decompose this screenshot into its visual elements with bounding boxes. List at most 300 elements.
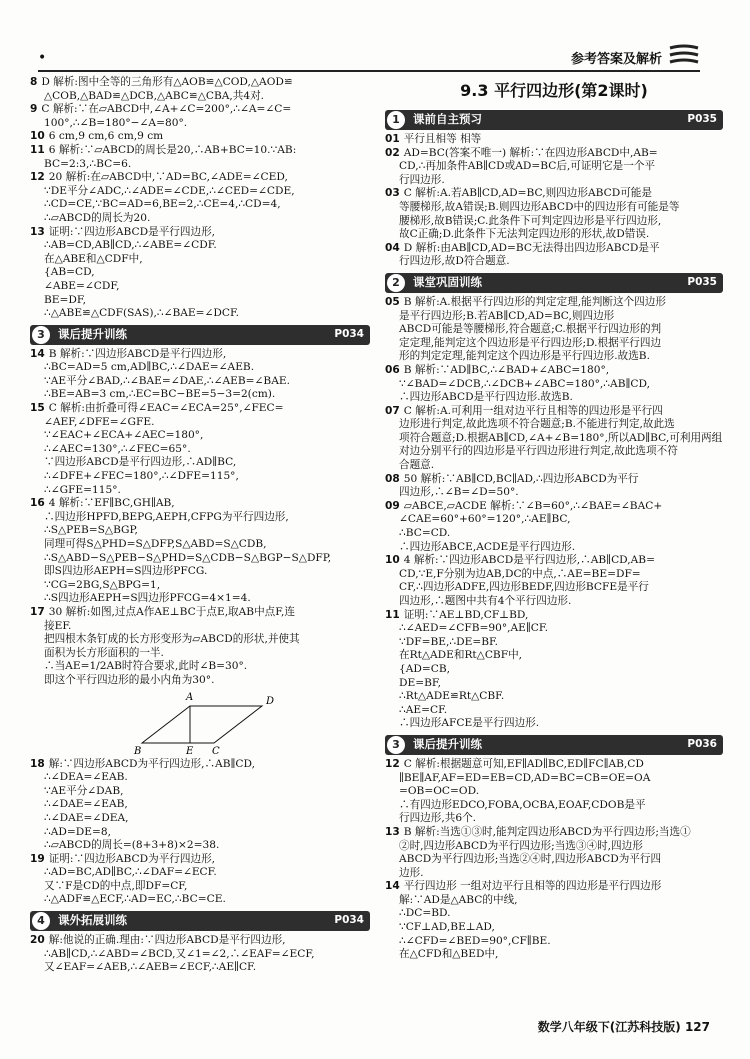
section-page-ref: P034 bbox=[334, 914, 364, 927]
answer-text: =OB=OC=OD. bbox=[399, 785, 480, 798]
answer-line bbox=[30, 443, 370, 457]
answer-line bbox=[30, 76, 370, 90]
answer-text: ∵DE平分∠ADC,∴∠ADE=∠CDE,∴∠CED=∠CDE, bbox=[44, 184, 295, 197]
answer-line bbox=[385, 337, 723, 351]
answer-text: 行四边形. bbox=[399, 173, 445, 186]
answer-line bbox=[30, 144, 370, 158]
answer-entry bbox=[30, 226, 370, 321]
answer-entry bbox=[30, 144, 370, 171]
answer-text: ∴∠CFD=∠BED=90°,CF∥BE. bbox=[399, 934, 551, 947]
parallelogram-diagram bbox=[30, 688, 370, 758]
answer-text: 平行四边形 一组对边平行且相等的四边形是平行四边形 bbox=[403, 880, 662, 893]
question-number: 12 bbox=[385, 757, 400, 770]
section-title: 课后提升训练 bbox=[413, 736, 482, 751]
answer-line bbox=[30, 826, 370, 840]
answer-line bbox=[385, 921, 723, 935]
section-banner bbox=[385, 735, 723, 755]
answer-text: ∴四边形AFCE是平行四边形. bbox=[399, 717, 540, 730]
answer-line bbox=[385, 609, 723, 623]
section-banner bbox=[30, 911, 370, 931]
answer-line bbox=[385, 296, 723, 310]
answer-line bbox=[30, 853, 370, 867]
answer-line bbox=[385, 636, 723, 650]
answer-text: 解:∵AD是△ABC的中线, bbox=[399, 893, 518, 906]
answer-line bbox=[30, 866, 370, 880]
chapter-title: 9.3 平行四边形(第2课时) bbox=[460, 81, 648, 100]
answer-line bbox=[30, 538, 370, 552]
answer-line bbox=[30, 660, 370, 674]
answer-line bbox=[385, 581, 723, 595]
answer-line bbox=[30, 785, 370, 799]
answer-text: C 解析:A.可利用一组对边平行且相等的四边形是平行四 bbox=[403, 404, 663, 417]
answer-line bbox=[30, 280, 370, 294]
question-number: 07 bbox=[385, 404, 400, 417]
question-number: 14 bbox=[30, 347, 45, 360]
right-column bbox=[385, 76, 723, 962]
answer-line bbox=[30, 497, 370, 511]
answer-text: ∵AE平分∠DAB, bbox=[44, 784, 124, 797]
question-number: 08 bbox=[385, 472, 400, 485]
question-number: 06 bbox=[385, 363, 400, 376]
answer-text: 在△CFD和△BED中, bbox=[399, 948, 499, 961]
answer-line bbox=[385, 622, 723, 636]
answer-line bbox=[30, 416, 370, 430]
answer-line bbox=[30, 524, 370, 538]
answer-line bbox=[385, 160, 723, 174]
answer-text: 4 解析:∵EF∥BC,GH∥AB, bbox=[48, 497, 175, 510]
answer-line bbox=[385, 432, 723, 446]
answer-text: ∵CG=2BG,S△BPG=1, bbox=[44, 578, 161, 591]
answer-line bbox=[385, 826, 723, 840]
answer-text: BE=DF, bbox=[44, 293, 86, 306]
answer-text: ∴AB=CD,AB∥CD,∴∠ABE=∠CDF. bbox=[44, 239, 217, 252]
section-title: 课堂巩固训练 bbox=[413, 274, 482, 289]
answer-line bbox=[385, 840, 723, 854]
answer-entry bbox=[30, 171, 370, 225]
vertex-label: C bbox=[212, 745, 220, 757]
answer-line bbox=[385, 513, 723, 527]
answer-entry bbox=[30, 497, 370, 606]
answer-line bbox=[385, 785, 723, 799]
answer-entry bbox=[385, 296, 723, 364]
answer-entry bbox=[30, 130, 370, 144]
answer-text: DE=BF, bbox=[399, 676, 441, 689]
left-column bbox=[30, 76, 370, 975]
answer-line bbox=[385, 350, 723, 364]
answer-line bbox=[385, 853, 723, 867]
answer-line bbox=[385, 554, 723, 568]
answer-text: 4 解析:∵四边形ABCD是平行四边形,∴AB∥CD,AB= bbox=[403, 554, 655, 567]
answer-text: D 解析:图中全等的三角形有△AOB≌△COD,△AOD≌ bbox=[41, 76, 293, 88]
answer-line bbox=[385, 541, 723, 555]
answer-text: C 解析:根据题意可知,EF∥AD∥BC,ED∥FC∥AB,CD bbox=[403, 757, 644, 770]
section-page-ref: P034 bbox=[334, 327, 364, 340]
answer-line bbox=[30, 606, 370, 620]
section-banner bbox=[30, 325, 370, 345]
answer-text: {AD=CB, bbox=[399, 662, 451, 675]
section-title: 课前自主预习 bbox=[413, 112, 482, 126]
answer-text: ∠AEF,∠DFE=∠GFE. bbox=[44, 415, 155, 428]
answer-text: ∵DF=BE,∴DE=BF. bbox=[399, 635, 499, 648]
answer-text: ∴CD=CE,∵BC=AD=6,BE=2,∴CE=4,∴CD=4, bbox=[44, 198, 281, 211]
answer-text: 把四根木条钉成的长方形变形为▱ABCD的形状,并使其 bbox=[44, 633, 300, 646]
answer-text: ∥BE∥AF,AF=ED=EB=CD,AD=BC=CB=OE=OA bbox=[399, 771, 651, 784]
answer-text: ∴▱ABCD的周长为20. bbox=[44, 211, 151, 224]
answer-text: 行四边形,共6个. bbox=[399, 812, 477, 825]
answer-text: 是平行四边形;B.若AB∥CD,AD=BC,则四边形 bbox=[399, 309, 615, 322]
answer-text: 行四边形,故D符合题意. bbox=[399, 255, 510, 268]
answer-line bbox=[385, 717, 723, 731]
answer-line bbox=[385, 812, 723, 826]
question-number: 13 bbox=[385, 825, 400, 838]
answer-line bbox=[30, 880, 370, 894]
answer-text: 证明:∵四边形ABCD是平行四边形, bbox=[48, 225, 216, 238]
answer-line bbox=[30, 185, 370, 199]
answer-line bbox=[30, 212, 370, 226]
answer-text: 在Rt△ADE和Rt△CBF中, bbox=[399, 649, 523, 662]
answer-text: B 解析:A.根据平行四边形的判定定理,能判断这个四边形 bbox=[403, 295, 666, 308]
answer-line bbox=[30, 758, 370, 772]
page-footer: 数学八年级下(江苏科技版) 127 bbox=[537, 1020, 710, 1034]
answer-line bbox=[30, 839, 370, 853]
question-number: 13 bbox=[30, 225, 45, 238]
answer-line bbox=[30, 771, 370, 785]
answer-entry bbox=[385, 405, 723, 473]
answer-line bbox=[30, 633, 370, 647]
answer-text: ∴BE=AB=3 cm,∴EC=BC−BE=5−3=2(cm). bbox=[44, 388, 276, 401]
answer-text: ABCD为平行四边形;当选②④时,四边形ABCD为平行四 bbox=[399, 853, 662, 866]
answer-text: CD,∴再加条件AB∥CD或AD=BC后,可证明它是一个平 bbox=[399, 160, 656, 173]
answer-text: 20 解析:在▱ABCD中,∵AD=BC,∠ADE=∠CED, bbox=[48, 171, 288, 184]
answer-line bbox=[385, 418, 723, 432]
answer-text: ∴AD=DE=8, bbox=[44, 825, 111, 838]
question-number: 03 bbox=[385, 187, 400, 200]
answer-line bbox=[30, 456, 370, 470]
parallelogram-shape bbox=[142, 706, 262, 743]
answer-text: ∴四边形ABCD是平行四边形.故选B. bbox=[399, 391, 573, 404]
answer-line bbox=[30, 620, 370, 634]
answer-line bbox=[30, 812, 370, 826]
vertex-label: E bbox=[186, 745, 194, 757]
answer-entry bbox=[30, 348, 370, 402]
answer-text: ∵CF⊥AD,BE⊥AD, bbox=[399, 921, 495, 934]
answer-line bbox=[30, 893, 370, 907]
answer-entry bbox=[385, 473, 723, 500]
answer-text: ∴Rt△ADE≌Rt△CBF. bbox=[399, 690, 505, 703]
answer-text: 30 解析:如图,过点A作AE⊥BC于点E,取AB中点F,连 bbox=[48, 605, 295, 618]
answer-text: 四边形,∴∠B=∠D=50°. bbox=[399, 486, 519, 499]
answer-line bbox=[30, 579, 370, 593]
answer-text: ∴四边形HPFD,BEPG,AEPH,CFPG为平行四边形, bbox=[44, 510, 289, 523]
question-number: 14 bbox=[385, 880, 400, 893]
answer-line bbox=[385, 867, 723, 881]
answer-text: 边形. bbox=[399, 866, 424, 879]
answer-text: ∴S△PEB=S△BGP, bbox=[44, 524, 138, 537]
answer-line bbox=[385, 310, 723, 324]
answer-text: 即S四边形AEPH=S四边形PFCG. bbox=[44, 565, 208, 578]
answer-text: 定定理,能判定这个四边形是平行四边形;D.根据平行四边 bbox=[399, 336, 662, 349]
answer-text: B 解析:当选①③时,能判定四边形ABCD为平行四边形;当选① bbox=[403, 825, 691, 838]
answer-text: △COB,△BAD≌△DCB,△ABC≌△CBA,共4对. bbox=[44, 89, 265, 102]
answer-line bbox=[385, 663, 723, 677]
answer-entry bbox=[385, 364, 723, 405]
answer-text: CD,∵E,F分别为边AB,DC的中点,∴AE=BE=DF= bbox=[399, 567, 641, 580]
answer-text: B 解析:∵AD∥BC,∴∠BAD+∠ABC=180°, bbox=[403, 363, 610, 376]
answer-line bbox=[385, 649, 723, 663]
answer-line bbox=[385, 255, 723, 269]
answer-line bbox=[30, 103, 370, 117]
answer-line bbox=[30, 470, 370, 484]
answer-line bbox=[385, 894, 723, 908]
answer-entry bbox=[30, 103, 370, 130]
question-number: 15 bbox=[30, 402, 45, 415]
parallelogram-figure bbox=[30, 688, 370, 758]
answer-entry bbox=[385, 826, 723, 880]
answer-line bbox=[30, 961, 370, 975]
question-number: 02 bbox=[385, 146, 400, 159]
answer-line bbox=[30, 117, 370, 131]
question-number: 9 bbox=[30, 103, 38, 116]
answer-line bbox=[30, 429, 370, 443]
answer-line bbox=[385, 445, 723, 459]
answer-text: 又∠EAF=∠AEB,∴∠AEB=∠ECF,∴AE∥CF. bbox=[44, 961, 257, 974]
answer-line bbox=[385, 935, 723, 949]
answer-line bbox=[30, 552, 370, 566]
answer-line bbox=[385, 677, 723, 691]
answer-line bbox=[385, 323, 723, 337]
answer-text: ∵四边形ABCD是平行四边形,∴AD∥BC, bbox=[44, 456, 237, 469]
answer-line bbox=[30, 565, 370, 579]
answer-text: 故C正确;D.此条件下无法判定四边形的形状,故D错误. bbox=[399, 228, 650, 241]
answer-text: C 解析:由折叠可得∠EAC=∠ECA=25°,∠FEC= bbox=[48, 402, 284, 415]
answer-line bbox=[385, 133, 723, 147]
answer-text: ∴∠DAE=∠DEA, bbox=[44, 811, 129, 824]
header-title: 参考答案及解析 bbox=[570, 52, 662, 67]
answer-entry bbox=[30, 934, 370, 975]
answer-line bbox=[30, 511, 370, 525]
answer-text: 即这个平行四边形的最小内角为30°. bbox=[44, 673, 215, 686]
answer-entry bbox=[385, 147, 723, 188]
answer-entry bbox=[30, 402, 370, 497]
answer-line bbox=[385, 486, 723, 500]
answer-entry bbox=[385, 500, 723, 554]
answer-text: ∴BC=CD. bbox=[399, 527, 451, 540]
answer-line bbox=[30, 361, 370, 375]
answer-text: ∴AE=CF. bbox=[399, 703, 448, 716]
answer-text: 证明:∵AE⊥BD,CF⊥BD, bbox=[403, 608, 529, 621]
answer-text: ∴S△ABD−S△PEB−S△PHD=S△CDB−S△BGP−S△DFP, bbox=[44, 551, 332, 564]
answer-entry bbox=[385, 187, 723, 241]
answer-text: 6 cm,9 cm,6 cm,9 cm bbox=[48, 130, 164, 143]
question-number: 17 bbox=[30, 605, 45, 618]
answer-entry bbox=[385, 242, 723, 269]
answer-line bbox=[30, 388, 370, 402]
answer-text: 又∵F是CD的中点,即DF=CF, bbox=[44, 879, 188, 892]
answer-line bbox=[385, 391, 723, 405]
answer-text: ∴当AE=1/2AB时符合要求,此时∠B=30°. bbox=[44, 660, 248, 673]
answer-line bbox=[30, 647, 370, 661]
question-number: 8 bbox=[30, 76, 38, 88]
answer-line bbox=[30, 375, 370, 389]
answer-line bbox=[385, 228, 723, 242]
answer-text: 等腰梯形,故A错误;B.则四边形ABCD中的四边形有可能是等 bbox=[399, 200, 680, 213]
answer-entry bbox=[385, 133, 723, 147]
answer-text: BC=2:3,∴BC=6. bbox=[44, 157, 132, 170]
question-number: 05 bbox=[385, 295, 400, 308]
answer-line bbox=[30, 402, 370, 416]
answer-text: 平行且相等 相等 bbox=[403, 133, 482, 145]
section-number-badge: 3 bbox=[387, 736, 405, 754]
answer-line bbox=[30, 294, 370, 308]
vertex-label: B bbox=[134, 745, 142, 757]
answer-text: 同理可得S△PHD=S△DFP,S△ABD=S△CDB, bbox=[44, 538, 267, 550]
answer-line bbox=[30, 307, 370, 321]
answer-line bbox=[385, 187, 723, 201]
answer-line bbox=[30, 934, 370, 948]
section-banner bbox=[385, 273, 723, 293]
answer-text: 解:他说的正确.理由:∵四边形ABCD是平行四边形, bbox=[48, 934, 286, 947]
answer-line bbox=[385, 772, 723, 786]
answer-text: 在△ABE和△CDF中, bbox=[44, 252, 143, 265]
question-number: 10 bbox=[30, 130, 45, 143]
answer-line bbox=[385, 459, 723, 473]
answer-line bbox=[30, 226, 370, 240]
answer-line bbox=[385, 704, 723, 718]
answer-text: ∴四边形ABCE,ACDE是平行四边形. bbox=[399, 540, 576, 553]
answer-text: B 解析:∵四边形ABCD是平行四边形, bbox=[48, 347, 227, 360]
question-number: 10 bbox=[385, 554, 400, 567]
section-number-badge: 3 bbox=[32, 326, 50, 344]
question-number: 18 bbox=[30, 757, 45, 770]
answer-line bbox=[30, 592, 370, 606]
answer-text: ∴∠DFE+∠FEC=180°,∴∠DFE=115°, bbox=[44, 470, 239, 483]
answer-text: ∴DC=BD. bbox=[399, 907, 451, 920]
answer-text: ∴AD=BC,AD∥BC,∴∠DAF=∠ECF. bbox=[44, 866, 217, 879]
answer-line bbox=[385, 948, 723, 962]
section-number-badge: 1 bbox=[387, 111, 405, 129]
answer-line bbox=[30, 266, 370, 280]
answer-text: ∴∠AEC=130°,∴∠FEC=65°. bbox=[44, 442, 191, 455]
answer-text: ABCD可能是等腰梯形,符合题意;C.根据平行四边形的判 bbox=[399, 323, 662, 336]
answer-line bbox=[385, 473, 723, 487]
answer-text: C 解析:∵在▱ABCD中,∠A+∠C=200°,∴∠A=∠C= bbox=[41, 103, 292, 116]
answer-text: ∴∠DAE=∠EAB, bbox=[44, 798, 128, 811]
answer-text: 形的判定定理,能判定这个四边形是平行四边形.故选B. bbox=[399, 350, 650, 363]
answer-text: 对边分别平行的四边形是平行四边形进行判定,故此选项不符 bbox=[399, 445, 678, 458]
answer-text: ∠ABE=∠CDF, bbox=[44, 279, 120, 292]
answer-line bbox=[30, 948, 370, 962]
answer-line bbox=[385, 595, 723, 609]
answer-text: ∴AB∥CD,∴∠ABD=∠BCD,又∠1=∠2,∴∠EAF=∠ECF, bbox=[44, 947, 315, 960]
answer-text: ②时,四边形ABCD为平行四边形;当选③④时,四边形 bbox=[399, 839, 643, 852]
question-number: 19 bbox=[30, 852, 45, 865]
answer-text: 面积为长方形面积的一半. bbox=[44, 646, 164, 659]
answer-line bbox=[385, 758, 723, 772]
answer-line bbox=[30, 253, 370, 267]
answer-text: ▱ABCE,▱ACDE 解析:∵∠B=60°,∴∠BAE=∠BAC+ bbox=[403, 499, 663, 512]
question-number: 12 bbox=[30, 171, 45, 184]
answer-text: ∴BC=AD=5 cm,AD∥BC,∴∠DAE=∠AEB. bbox=[44, 361, 255, 374]
answer-line bbox=[385, 500, 723, 514]
vertex-label: A bbox=[186, 691, 194, 703]
answer-line bbox=[30, 484, 370, 498]
answer-text: 解:∵四边形ABCD为平行四边形,∴AB∥CD, bbox=[48, 757, 255, 770]
answer-line bbox=[385, 880, 723, 894]
question-number: 04 bbox=[385, 241, 400, 254]
answer-line bbox=[385, 405, 723, 419]
answer-entry bbox=[30, 606, 370, 688]
answer-entry bbox=[30, 76, 370, 103]
answer-line bbox=[385, 907, 723, 921]
answer-line bbox=[385, 378, 723, 392]
answer-text: ∵∠BAD=∠DCB,∴∠DCB+∠ABC=180°,∴AB∥CD, bbox=[399, 377, 650, 390]
section-page-ref: P035 bbox=[687, 113, 717, 125]
answer-line bbox=[30, 348, 370, 362]
answer-entry bbox=[30, 853, 370, 907]
answer-text: ∴△ABE≌△CDF(SAS),∴∠BAE=∠DCF. bbox=[44, 307, 240, 320]
answer-text: ∴有四边形EDCO,FOBA,OCBA,EOAF,CDOB是平 bbox=[399, 798, 646, 811]
answer-line bbox=[385, 215, 723, 229]
section-page-ref: P035 bbox=[687, 275, 717, 288]
question-number: 20 bbox=[30, 934, 45, 947]
answer-line bbox=[30, 130, 370, 144]
answer-text: 腰梯形,故B错误;C.此条件下可判定四边形是平行四边形, bbox=[399, 214, 662, 227]
answer-line bbox=[385, 799, 723, 813]
answer-text: 边形进行判定,故此选项不符合题意;B.不能进行判定,故此选 bbox=[399, 418, 675, 431]
section-page-ref: P036 bbox=[687, 737, 717, 750]
answer-entry bbox=[385, 880, 723, 962]
answer-line bbox=[30, 198, 370, 212]
answer-line bbox=[385, 201, 723, 215]
answer-text: 接EF. bbox=[44, 619, 72, 632]
answer-text: ∴∠AED=∠CFB=90°,AE∥CF. bbox=[399, 622, 548, 635]
question-number: 09 bbox=[385, 499, 400, 512]
answer-line bbox=[385, 690, 723, 704]
answer-text: 合题意. bbox=[399, 459, 435, 472]
answer-text: ∠CAE=60°+60°=120°,∴AE∥BC, bbox=[399, 513, 571, 526]
answer-text: ∴∠GFE=115°. bbox=[44, 483, 121, 496]
section-banner bbox=[385, 110, 723, 130]
answer-text: 6 解析:∵▱ABCD的周长是20,∴AB+BC=10.∵AB: bbox=[48, 143, 297, 156]
answer-text: C 解析:A.若AB∥CD,AD=BC,则四边形ABCD可能是 bbox=[403, 187, 652, 200]
answer-entry bbox=[30, 758, 370, 853]
answer-entry bbox=[385, 758, 723, 826]
question-number: 01 bbox=[385, 133, 400, 145]
section-title: 课外拓展训练 bbox=[58, 913, 127, 928]
answer-line bbox=[385, 147, 723, 161]
section-number-badge: 4 bbox=[32, 912, 50, 930]
section-number-badge: 2 bbox=[387, 274, 405, 292]
header-bullet: • bbox=[38, 50, 47, 66]
answer-line bbox=[30, 674, 370, 688]
answer-entry bbox=[385, 609, 723, 731]
answer-line bbox=[385, 364, 723, 378]
answer-text: ∴∠DEA=∠EAB. bbox=[44, 771, 128, 784]
answer-text: CF,∴四边形ADFE,四边形BEDF,四边形BCFE是平行 bbox=[399, 581, 649, 594]
answer-text: ∴▱ABCD的周长=(8+3+8)×2=38. bbox=[44, 839, 220, 852]
book-stack-icon bbox=[668, 44, 700, 66]
answer-text: ∴S四边形AEPH=S四边形PFCG=4×1=4. bbox=[44, 592, 251, 605]
answer-text: 50 解析:∵AB∥CD,BC∥AD,∴四边形ABCD为平行 bbox=[403, 472, 639, 485]
vertex-label: D bbox=[266, 695, 275, 707]
answer-text: D 解析:由AB∥CD,AD=BC无法得出四边形ABCD是平 bbox=[403, 241, 660, 254]
answer-line bbox=[30, 158, 370, 172]
answer-line bbox=[30, 798, 370, 812]
question-number: 11 bbox=[30, 143, 45, 156]
question-number: 16 bbox=[30, 497, 45, 510]
answer-text: 100°,∴∠B=180°−∠A=80°. bbox=[44, 116, 188, 129]
answer-line bbox=[30, 239, 370, 253]
